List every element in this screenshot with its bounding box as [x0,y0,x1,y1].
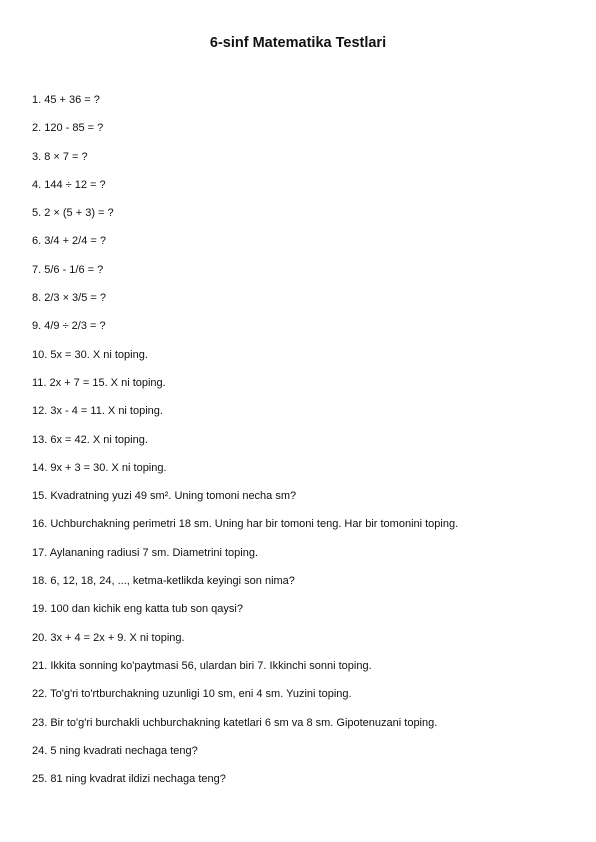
question-item: 6. 3/4 + 2/4 = ? [32,235,107,248]
question-item: 11. 2x + 7 = 15. X ni toping. [32,376,166,389]
question-item: 10. 5x = 30. X ni toping. [32,348,148,361]
question-item: 3. 8 × 7 = ? [32,150,88,163]
question-item: 19. 100 dan kichik eng katta tub son qaysi? [32,603,243,616]
document-title: 6-sinf Matematika Testlari [209,35,387,51]
question-item: 17. Aylananing radiusi 7 sm. Diametrini toping. [32,546,259,559]
question-item: 20. 3x + 4 = 2x + 9. X ni toping. [32,631,185,644]
question-item: 15. Kvadratning yuzi 49 sm². Uning tomoni necha sm? [32,490,297,503]
question-item: 21. Ikkita sonning ko'paytmasi 56, ulardan biri 7. Ikkinchi sonni toping. [32,659,372,672]
question-item: 8. 2/3 × 3/5 = ? [32,292,107,305]
question-item: 12. 3x - 4 = 11. X ni toping. [32,405,163,418]
question-item: 9. 4/9 ÷ 2/3 = ? [32,320,106,333]
question-list [32,91,572,798]
question-item: 1. 45 + 36 = ? [32,94,100,106]
question-item: 7. 5/6 - 1/6 = ? [32,263,104,276]
question-item: 23. Bir to'g'ri burchakli uchburchakning katetlari 6 sm va 8 sm. Gipotenuzani toping. [32,716,438,729]
question-item: 18. 6, 12, 18, 24, ..., ketma-ketlikda keyingi son nima? [32,575,295,588]
question-item: 2. 120 - 85 = ? [32,122,104,135]
question-item: 24. 5 ning kvadrati nechaga teng? [32,744,198,757]
question-item: 13. 6x = 42. X ni toping. [32,433,148,446]
question-item: 16. Uchburchakning perimetri 18 sm. Uning har bir tomoni teng. Har bir tomonini toping. [32,518,459,531]
question-item: 4. 144 ÷ 12 = ? [32,178,106,191]
question-item: 25. 81 ning kvadrat ildizi nechaga teng? [32,773,226,786]
question-item: 22. To'g'ri to'rtburchakning uzunligi 10 sm, eni 4 sm. Yuzini toping. [32,688,352,701]
question-item: 14. 9x + 3 = 30. X ni toping. [32,461,167,474]
question-item: 5. 2 × (5 + 3) = ? [32,207,114,220]
